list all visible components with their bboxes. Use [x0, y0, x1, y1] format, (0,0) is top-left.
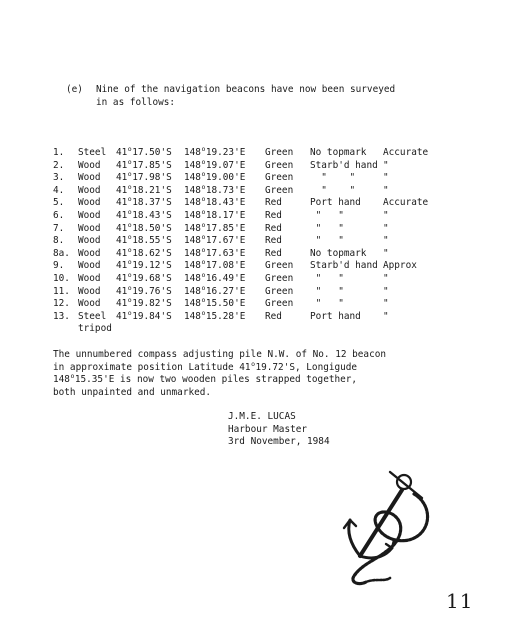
degree-symbol: o	[201, 207, 206, 216]
table-row	[53, 311, 433, 324]
beacon-latitude	[116, 220, 184, 236]
longitude-degrees: 148	[184, 209, 201, 221]
latitude-degrees: 41	[116, 272, 128, 284]
degree-symbol: o	[201, 170, 206, 179]
beacon-number: 4.	[53, 184, 65, 196]
degree-symbol: o	[201, 245, 206, 254]
latitude-minutes: 18.21'S	[132, 184, 172, 196]
latitude-degrees: 41	[116, 285, 128, 297]
beacon-longitude	[184, 235, 265, 248]
beacon-topmark: Port hand	[310, 197, 361, 209]
latitude-degrees: 41	[116, 159, 128, 171]
beacon-longitude	[184, 283, 265, 299]
beacon-remark: "	[383, 222, 389, 234]
anchor-with-rope-icon	[332, 468, 442, 588]
longitude-minutes: 16.49'E	[205, 272, 246, 284]
beacon-colour: Green	[265, 184, 294, 196]
longitude-minutes: 18.17'E	[205, 209, 246, 221]
beacon-number: 8.	[53, 235, 65, 247]
latitude-minutes: 17.98'S	[132, 172, 172, 184]
latitude-minutes: 18.55'S	[132, 235, 172, 247]
signature-block	[228, 411, 330, 449]
beacon-colour: Green	[265, 285, 294, 297]
longitude-degrees: 148	[184, 247, 201, 259]
beacon-number: 1.	[53, 147, 65, 158]
beacon-material: Wood	[78, 260, 101, 272]
beacon-latitude	[116, 197, 184, 210]
beacon-remark: "	[383, 298, 389, 310]
beacon-number: 3.	[53, 172, 65, 184]
latitude-minutes: 18.37'S	[132, 197, 172, 209]
beacon-material: Wood	[78, 235, 101, 247]
beacon-longitude	[184, 245, 265, 261]
longitude-degrees: 148	[184, 172, 201, 184]
longitude-minutes: 18.73'E	[205, 184, 246, 196]
signature-date: 3rd November, 1984	[228, 436, 330, 448]
signatory-title: Harbour Master	[228, 423, 308, 435]
beacon-topmark: " "	[310, 285, 344, 297]
latitude-degrees: 41	[116, 184, 128, 196]
beacon-latitude	[116, 283, 184, 299]
longitude-minutes: 18.43'E	[205, 197, 246, 209]
longitude-degrees: 148	[184, 298, 201, 310]
beacon-table	[53, 147, 433, 336]
beacon-number: 8a.	[53, 247, 70, 259]
beacon-topmark: " "	[310, 184, 356, 196]
latitude-degrees: 41	[116, 197, 128, 209]
latitude-minutes: 18.50'S	[132, 222, 172, 234]
table-row	[53, 260, 433, 273]
beacon-longitude	[184, 298, 265, 311]
longitude-minutes: 17.08'E	[205, 260, 246, 272]
beacon-longitude	[184, 197, 265, 210]
beacon-longitude	[184, 270, 265, 286]
beacon-longitude	[184, 147, 265, 160]
beacon-longitude	[184, 207, 265, 223]
degree-symbol: o	[127, 182, 132, 191]
longitude-degrees: 148	[184, 272, 201, 284]
longitude-minutes: 19.00'E	[205, 172, 246, 184]
beacon-material: Wood	[78, 222, 101, 234]
latitude-degrees: 41	[116, 222, 128, 234]
beacon-remark: "	[383, 172, 389, 184]
beacon-topmark: " "	[310, 209, 344, 221]
beacon-latitude	[116, 207, 184, 223]
longitude-degrees: 148	[184, 285, 201, 297]
degree-symbol: o	[127, 233, 132, 242]
beacon-remark: "	[383, 285, 389, 297]
beacon-material: Wood	[78, 197, 101, 209]
degree-symbol: o	[127, 283, 132, 292]
latitude-degrees: 41	[116, 235, 128, 247]
latitude-minutes: 19.68'S	[132, 272, 172, 284]
beacon-latitude	[116, 298, 184, 311]
beacon-latitude	[116, 245, 184, 261]
beacon-material: Wood	[78, 172, 101, 184]
longitude-degrees: 148	[184, 147, 201, 158]
degree-symbol: o	[127, 270, 132, 279]
longitude-degrees: 148	[184, 222, 201, 234]
latitude-degrees: 41	[116, 172, 128, 184]
beacon-number: 9.	[53, 260, 65, 272]
beacon-longitude	[184, 157, 265, 173]
beacon-material: Wood	[78, 159, 101, 171]
latitude-degrees: 41	[116, 247, 128, 259]
beacon-number: 2.	[53, 159, 65, 171]
beacon-colour: Green	[265, 298, 294, 310]
intro-line-1: Nine of the navigation beacons have now been surveyed	[96, 84, 396, 95]
beacon-number: 6.	[53, 209, 65, 221]
degree-symbol: o	[201, 283, 206, 292]
beacon-colour: Red	[265, 247, 282, 259]
beacon-material: Steel	[78, 310, 107, 322]
degree-symbol: o	[251, 359, 255, 368]
degree-symbol: o	[201, 296, 206, 305]
degree-symbol: o	[70, 372, 75, 381]
beacon-latitude	[116, 172, 184, 185]
degree-symbol: o	[201, 220, 206, 229]
paragraph-line-4: both unpainted and unmarked.	[53, 386, 212, 398]
latitude-minutes: 19.84'S	[132, 310, 172, 322]
beacon-remark: Accurate	[383, 197, 429, 209]
longitude-minutes: 16.27'E	[205, 285, 246, 297]
beacon-remark: "	[383, 159, 389, 171]
degree-symbol: o	[127, 170, 132, 179]
beacon-remark: Approx	[383, 260, 417, 272]
degree-symbol: o	[201, 182, 206, 191]
degree-symbol: o	[127, 258, 132, 267]
latitude-minutes: 19.76'S	[132, 285, 172, 297]
beacon-colour: Red	[265, 197, 282, 209]
table-row	[53, 323, 433, 336]
beacon-material: Steel	[78, 147, 107, 158]
beacon-colour: Red	[265, 222, 282, 234]
longitude-degrees: 148	[184, 197, 201, 209]
degree-symbol: o	[127, 207, 132, 216]
beacon-remark: "	[383, 184, 389, 196]
latitude-minutes: 19.82'S	[132, 298, 172, 310]
longitude-minutes: 17.63'E	[205, 247, 246, 259]
beacon-topmark: Starb'd hand	[310, 260, 378, 272]
beacon-topmark: " "	[310, 222, 344, 234]
beacon-13-type: tripod	[78, 323, 112, 335]
signatory-name: J.M.E. LUCAS	[228, 411, 296, 422]
empty-cell	[53, 323, 78, 336]
table-row	[53, 235, 433, 248]
table-row	[53, 172, 433, 185]
longitude-degrees: 148	[184, 184, 201, 196]
beacon-longitude	[184, 172, 265, 185]
longitude-degrees: 148	[184, 235, 201, 247]
table-row	[53, 298, 433, 311]
section-label: (e)	[66, 84, 83, 95]
beacon-longitude	[184, 308, 265, 324]
beacon-latitude	[116, 270, 184, 286]
beacon-remark: "	[383, 247, 389, 259]
beacon-number: 12.	[53, 298, 70, 310]
longitude-degrees: 148	[184, 260, 201, 272]
beacon-number: 7.	[53, 222, 65, 234]
table-row	[53, 210, 433, 223]
beacon-colour: Green	[265, 260, 294, 272]
beacon-latitude	[116, 260, 184, 273]
beacon-colour: Red	[265, 209, 282, 221]
table-row	[53, 223, 433, 236]
degree-symbol: o	[201, 270, 206, 279]
beacon-latitude	[116, 157, 184, 173]
latitude-degrees: 41	[116, 209, 128, 221]
beacon-table-body	[53, 147, 433, 336]
beacon-latitude	[116, 147, 184, 160]
beacon-number: 13.	[53, 310, 70, 322]
degree-symbol: o	[201, 308, 206, 317]
paragraph-line-3a: 148	[53, 374, 70, 386]
beacon-remark: Accurate	[383, 147, 429, 158]
beacon-latitude	[116, 182, 184, 198]
beacon-topmark: " "	[310, 272, 344, 284]
degree-symbol: o	[201, 258, 206, 267]
beacon-number: 11.	[53, 285, 70, 297]
beacon-colour: Red	[265, 310, 282, 322]
degree-symbol: o	[127, 296, 132, 305]
beacon-topmark: No topmark	[310, 247, 367, 259]
longitude-minutes: 19.07'E	[205, 159, 246, 171]
beacon-topmark: " "	[310, 298, 344, 310]
latitude-minutes: 17.85'S	[132, 159, 172, 171]
beacon-material: Wood	[78, 184, 101, 196]
beacon-colour: Green	[265, 172, 294, 184]
longitude-degrees: 148	[184, 310, 201, 322]
longitude-minutes: 19.23'E	[205, 147, 246, 158]
beacon-latitude	[116, 308, 184, 324]
paragraph-line-3b: 15.35'E is now two wooden piles strapped together,	[74, 374, 358, 386]
degree-symbol: o	[201, 195, 206, 204]
latitude-minutes: 18.62'S	[132, 247, 172, 259]
table-row	[53, 185, 433, 198]
degree-symbol: o	[127, 245, 132, 254]
latitude-degrees: 41	[116, 298, 128, 310]
paragraph-line-1: The unnumbered compass adjusting pile N.W. of No. 12 beacon	[53, 349, 387, 360]
longitude-minutes: 15.50'E	[205, 298, 246, 310]
beacon-topmark: " "	[310, 172, 356, 184]
latitude-minutes: 18.43'S	[132, 209, 172, 221]
beacon-topmark: Port hand	[310, 310, 361, 322]
table-row	[53, 197, 433, 210]
beacon-longitude	[184, 260, 265, 273]
beacon-material: Wood	[78, 285, 101, 297]
longitude-minutes: 17.67'E	[205, 235, 246, 247]
latitude-degrees: 41	[116, 147, 128, 158]
table-row	[53, 286, 433, 299]
beacon-longitude	[184, 220, 265, 236]
beacon-colour: Green	[265, 159, 294, 171]
beacon-longitude	[184, 182, 265, 198]
beacon-colour: Green	[265, 272, 294, 284]
beacon-remark: "	[383, 235, 389, 247]
degree-symbol: o	[201, 157, 206, 166]
beacon-material: Wood	[78, 209, 101, 221]
intro-block	[66, 84, 395, 109]
longitude-minutes: 17.85'E	[205, 222, 246, 234]
paragraph-line-2a: in approximate position Latitude 41	[53, 361, 251, 373]
beacon-number: 5.	[53, 197, 65, 209]
table-row	[53, 147, 433, 160]
beacon-material: Wood	[78, 272, 101, 284]
beacon-material: Wood	[78, 298, 101, 310]
latitude-degrees: 41	[116, 260, 128, 272]
beacon-colour: Green	[265, 147, 294, 158]
pile-paragraph	[53, 349, 386, 399]
beacon-remark: "	[383, 310, 389, 322]
longitude-degrees: 148	[184, 159, 201, 171]
page-number: 11	[446, 589, 474, 613]
paragraph-line-2b: 19.72'S, Longigude	[255, 361, 358, 373]
degree-symbol: o	[127, 308, 132, 317]
beacon-remark: "	[383, 272, 389, 284]
degree-symbol: o	[201, 233, 206, 242]
beacon-topmark: Starb'd hand	[310, 159, 378, 171]
latitude-degrees: 41	[116, 310, 128, 322]
table-row	[53, 273, 433, 286]
table-row	[53, 248, 433, 261]
beacon-number: 10.	[53, 272, 70, 284]
latitude-minutes: 17.50'S	[132, 147, 172, 158]
beacon-topmark: " "	[310, 235, 344, 247]
beacon-topmark: No topmark	[310, 147, 367, 158]
intro-line-2: in as follows:	[96, 96, 176, 108]
beacon-latitude	[116, 235, 184, 248]
degree-symbol: o	[127, 220, 132, 229]
degree-symbol: o	[201, 145, 206, 153]
beacon-material: Wood	[78, 247, 101, 259]
beacon-remark: "	[383, 209, 389, 221]
beacon-colour: Red	[265, 235, 282, 247]
latitude-minutes: 19.12'S	[132, 260, 172, 272]
table-row	[53, 160, 433, 173]
degree-symbol: o	[127, 195, 132, 204]
degree-symbol: o	[127, 157, 132, 166]
longitude-minutes: 15.28'E	[205, 310, 246, 322]
degree-symbol: o	[127, 145, 132, 153]
